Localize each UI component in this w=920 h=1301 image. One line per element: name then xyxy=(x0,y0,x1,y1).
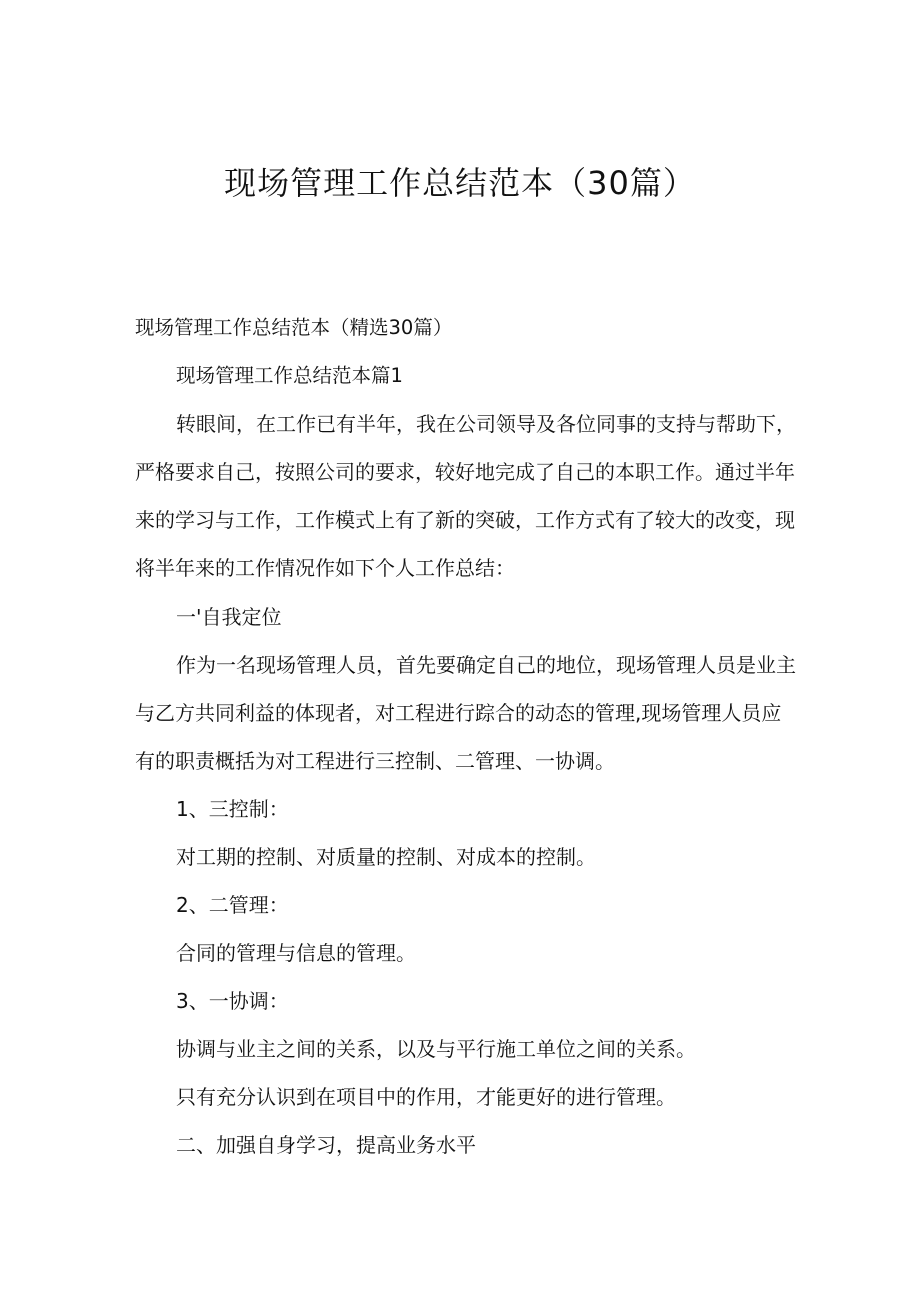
list-item-text: 对工期的控制、对质量的控制、对成本的控制。 xyxy=(176,845,596,869)
heading-self-positioning: 一'自我定位 xyxy=(176,605,282,629)
paragraph-2-line-2: 与乙方共同利益的体现者，对工程进行踪合的动态的管理,现场管理人员应 xyxy=(135,701,782,725)
list-item-text: 合同的管理与信息的管理。 xyxy=(176,941,416,965)
heading-self-learning: 二、加强自身学习，提高业务水平 xyxy=(176,1133,476,1157)
paragraph-1-line-3: 来的学习与工作，工作模式上有了新的突破，工作方式有了较大的改变，现 xyxy=(135,508,795,532)
section-title: 现场管理工作总结范本篇1 xyxy=(176,364,403,387)
document-title: 现场管理工作总结范本（30篇） xyxy=(224,164,696,202)
paragraph-1-line-1: 转眼间，在工作已有半年，我在公司领导及各位同事的支持与帮助下， xyxy=(176,412,796,436)
list-item-label: 2、二管理： xyxy=(176,893,289,917)
paragraph-1-line-2: 严格要求自己，按照公司的要求，较好地完成了自己的本职工作。通过半年 xyxy=(135,460,795,484)
paragraph-1-line-4: 将半年来的工作情况作如下个人工作总结： xyxy=(135,556,515,580)
paragraph-3: 只有充分认识到在项目中的作用，才能更好的进行管理。 xyxy=(176,1085,676,1109)
paragraph-2-line-1: 作为一名现场管理人员，首先要确定自己的地位，现场管理人员是业主 xyxy=(176,653,796,677)
document-subtitle: 现场管理工作总结范本（精选30篇） xyxy=(135,316,453,339)
paragraph-2-line-3: 有的职责概括为对工程进行三控制、二管理、一协调。 xyxy=(135,749,615,773)
list-item-label: 3、一协调： xyxy=(176,989,289,1013)
list-item-label: 1、三控制： xyxy=(176,797,289,821)
list-item-text: 协调与业主之间的关系，以及与平行施工单位之间的关系。 xyxy=(176,1037,696,1061)
